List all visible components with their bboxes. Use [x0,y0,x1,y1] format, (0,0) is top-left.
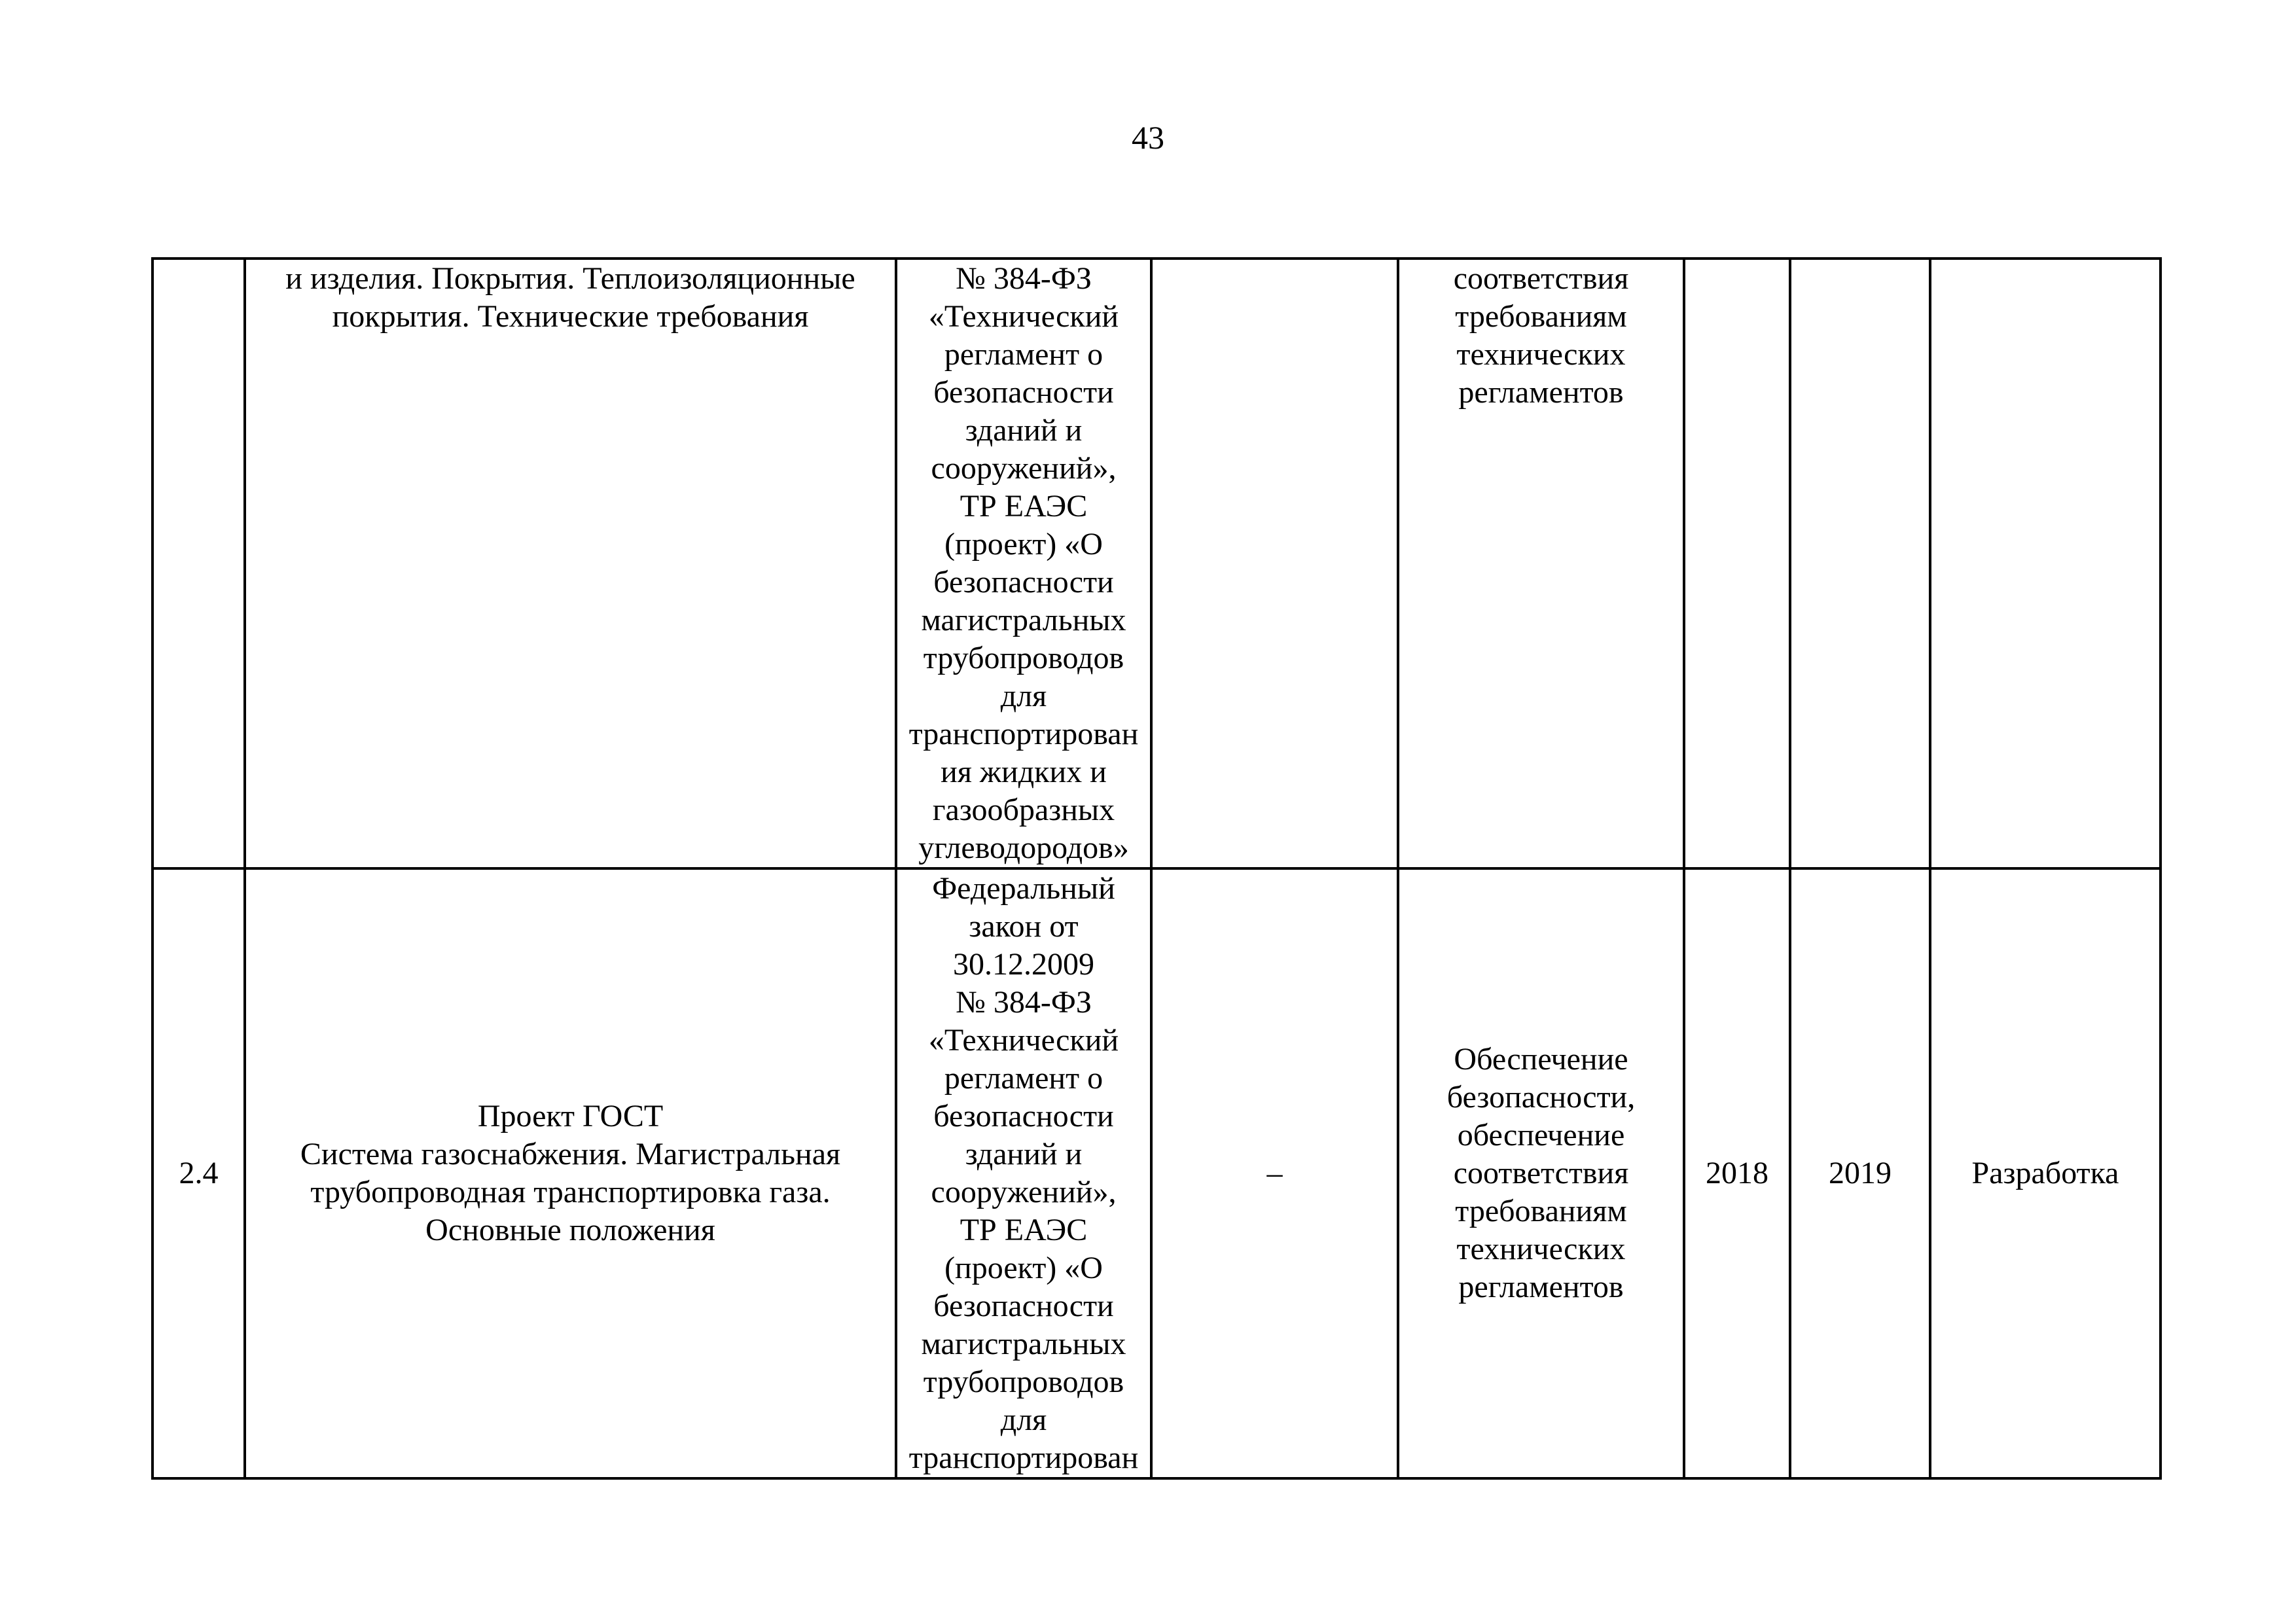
harmonization-cell: – [1151,868,1398,1478]
law-line: ТР ЕАЭС [960,489,1088,524]
law-line: углеводородов» [918,830,1129,865]
purpose-line: технических [1456,1232,1626,1266]
purpose-line: требованиям [1455,1194,1627,1228]
standard-title-cell [245,259,896,868]
purpose-line: технических [1456,337,1626,372]
law-line: № 384-ФЗ [956,985,1092,1020]
law-line: зданий и [965,1137,1083,1171]
law-line: (проект) «О [944,527,1103,562]
page-number: 43 [1132,119,1164,156]
law-line: закон от [969,909,1079,944]
law-line: для [1000,1402,1047,1437]
purpose-line: соответствия [1453,261,1629,296]
title-line: Проект ГОСТ [477,1099,664,1133]
title-line: Система газоснабжения. Магистральная [300,1137,841,1171]
law-line: для [1000,679,1047,713]
work-type-cell [1930,259,2161,868]
row-number-cell: 2.4 [152,868,245,1478]
law-line: безопасности [933,1289,1114,1323]
purpose-line: обеспечение [1457,1118,1625,1152]
purpose-line: требованиям [1455,299,1627,334]
table-row [152,259,2161,868]
title-line: покрытия. Технические требования [332,299,809,334]
law-line: «Технический [928,1023,1119,1058]
purpose-cell [1398,868,1684,1478]
standard-title-cell [245,868,896,1478]
work-type-cell: Разработка [1930,868,2161,1478]
law-line: «Технический [928,299,1119,334]
title-line: и изделия. Покрытия. Теплоизоляционные [285,261,855,296]
end-year-cell: 2019 [1790,868,1930,1478]
start-year-cell [1684,259,1790,868]
standards-table [151,257,2162,1480]
law-line: магистральных [921,603,1126,637]
law-line: сооружений», [931,451,1117,486]
law-line: зданий и [965,413,1083,448]
purpose-line: регламентов [1458,375,1624,410]
title-line: трубопроводная транспортировка газа. [310,1175,831,1209]
law-line: 30.12.2009 [953,947,1094,982]
law-line: безопасности [933,375,1114,410]
law-line: транспортирован [908,717,1139,751]
law-line: сооружений», [931,1175,1117,1209]
law-line: регламент о [944,1061,1103,1096]
law-line: безопасности [933,1099,1114,1133]
start-year-cell: 2018 [1684,868,1790,1478]
law-line: транспортирован [908,1440,1139,1475]
end-year-cell [1790,259,1930,868]
law-line: (проект) «О [944,1251,1103,1285]
law-line: Федеральный [932,871,1115,906]
law-line: безопасности [933,565,1114,599]
harmonization-cell [1151,259,1398,868]
law-line: трубопроводов [923,641,1124,675]
purpose-line: регламентов [1458,1270,1624,1304]
regulation-cell [896,868,1151,1478]
row-number-cell [152,259,245,868]
regulation-cell [896,259,1151,868]
purpose-line: Обеспечение [1454,1042,1628,1077]
law-line: газообразных [932,793,1115,827]
law-line: ТР ЕАЭС [960,1213,1088,1247]
purpose-line: безопасности, [1446,1080,1636,1115]
law-line: трубопроводов [923,1364,1124,1399]
law-line: № 384-ФЗ [956,261,1092,296]
law-line: регламент о [944,337,1103,372]
law-line: магистральных [921,1327,1126,1361]
purpose-cell [1398,259,1684,868]
purpose-line: соответствия [1453,1156,1629,1190]
law-line: ия жидких и [941,755,1107,789]
title-line: Основные положения [425,1213,715,1247]
table-row [152,868,2161,1478]
